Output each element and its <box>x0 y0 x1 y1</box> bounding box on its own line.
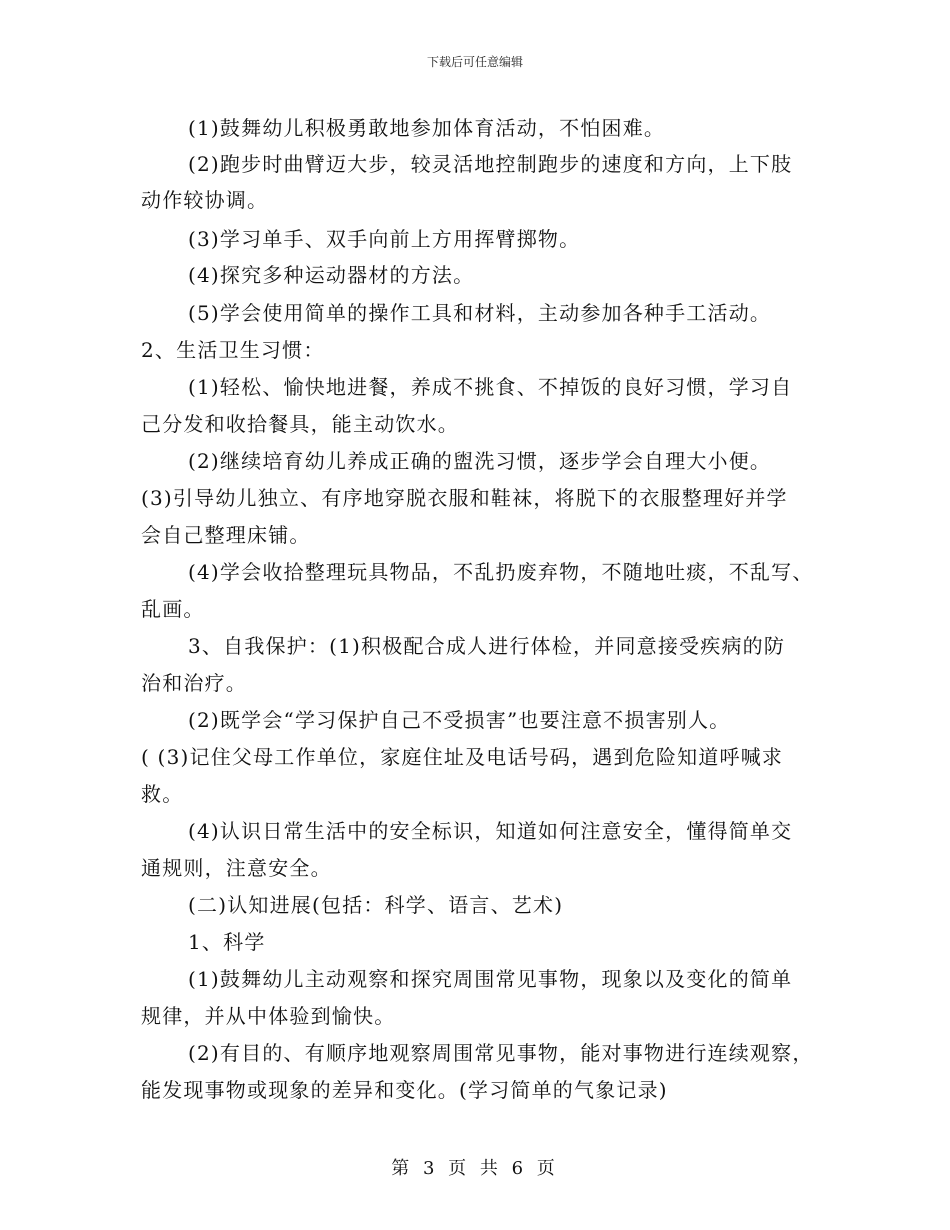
text-line: (4)探究多种运动器材的方法。 <box>188 263 475 287</box>
text-line: 救。 <box>141 782 184 806</box>
text-line: 规律，并从中体验到愉快。 <box>141 1004 396 1028</box>
text-line: (4)学会收拾整理玩具物品，不乱扔废弃物，不随地吐痰，不乱写、 <box>188 560 814 584</box>
text-line: (5)学会使用简单的操作工具和材料，主动参加各种手工活动。 <box>188 301 772 325</box>
text-line: 治和治疗。 <box>141 671 247 695</box>
text-line: 乱画。 <box>141 597 205 621</box>
text-line: 2、生活卫生习惯： <box>141 338 325 362</box>
text-line: (2)有目的、有顺序地观察周围常见事物，能对事物进行连续观察， <box>188 1041 814 1065</box>
page-footer: 第 3 页 共 6 页 <box>391 1158 559 1179</box>
page-header: 下载后可任意编辑 <box>426 55 523 69</box>
text-line: 会自己整理床铺。 <box>141 523 311 547</box>
text-line: (1)轻松、愉快地进餐，养成不挑食、不掉饭的良好习惯，学习自 <box>188 375 793 399</box>
text-line: ( (3)记住父母工作单位，家庭住址及电话号码，遇到危险知道呼喊求 <box>141 745 784 769</box>
text-line: (2)既学会“学习保护自己不受损害”也要注意不损害别人。 <box>188 708 731 732</box>
text-line: (4)认识日常生活中的安全标识，知道如何注意安全，懂得简单交 <box>188 819 793 843</box>
text-line: (2)继续培育幼儿养成正确的盥洗习惯，逐步学会自理大小便。 <box>188 449 772 473</box>
text-line: (1)鼓舞幼儿主动观察和探究周围常见事物，现象以及变化的简单 <box>188 967 793 991</box>
text-line: (1)鼓舞幼儿积极勇敢地参加体育活动，不怕困难。 <box>188 116 666 140</box>
text-line: (二)认知进展(包括：科学、语言、艺术) <box>188 893 564 917</box>
text-line: 己分发和收拾餐具，能主动饮水。 <box>141 412 459 436</box>
text-line: (3)引导幼儿独立、有序地穿脱衣服和鞋袜，将脱下的衣服整理好并学 <box>141 486 788 510</box>
text-line: 1、科学 <box>188 930 266 954</box>
text-line: 通规则，注意安全。 <box>141 856 332 880</box>
text-line: (2)跑步时曲臂迈大步，较灵活地控制跑步的速度和方向，上下肢 <box>188 152 793 176</box>
text-line: 3、自我保护：(1)积极配合成人进行体检，并同意接受疾病的防 <box>188 634 786 658</box>
text-line: 动作较协调。 <box>141 188 269 212</box>
text-line: (3)学习单手、双手向前上方用挥臂掷物。 <box>188 227 581 251</box>
text-line: 能发现事物或现象的差异和变化。(学习简单的气象记录) <box>141 1078 668 1102</box>
